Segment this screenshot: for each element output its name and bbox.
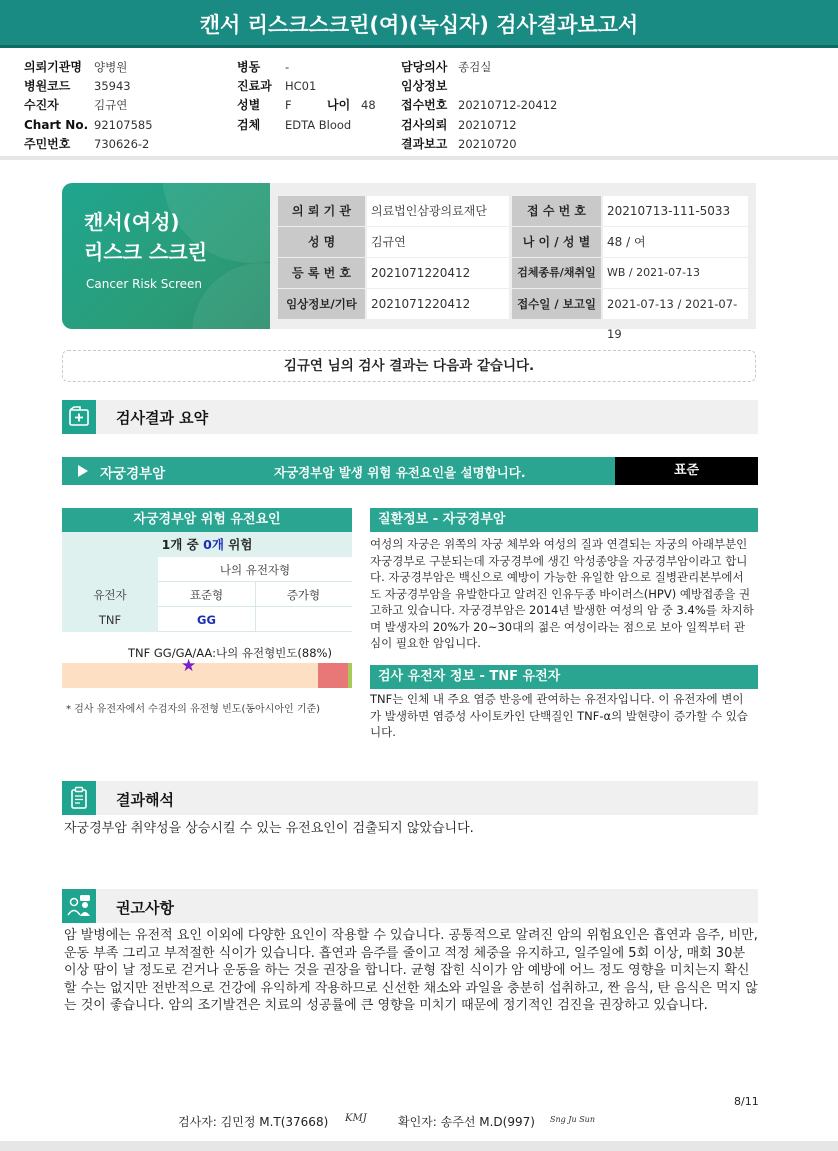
cervical-description: 자궁경부암 발생 위험 유전요인을 설명합니다. (274, 465, 526, 480)
recommendation-text: 암 발병에는 유전적 요인 이외에 다양한 요인이 작용할 수 있습니다. 공통적으로 알려진 암의 위험요인은 흡연과 음주, 비만, 운동 부족 그리고 부적절한 식이가 있습니다. 흡연과 음주를 줄이고 적정 체중을 유지하고, 일주일에 5회 이상, 매회 30분 이상 땀이 날 정도로 걷거나 운동을 하는 것을 권장을 합니다. 균형 잡힌 식이가 암 예방에 어느 정도 영향을 미치는지 확신할 수는 없지만 전반적으로 건강에 유익하게 작용하므로 신선한 채소와 과일을 충분히 섭취하고, 짠 음식, 탄 음식은 먹지 않는 것이 좋습니다. 암의 조기발견은 치료의 성공률에 큰 영향을 미치기 때문에 정기적인 검진을 권장하고 있습니다. (64, 928, 758, 1013)
confirmer-signature: Sng Ju Sun (550, 1115, 595, 1124)
greeting-box: 김규연 님의 검사 결과는 다음과 같습니다. (62, 350, 756, 382)
info-label: 성 명 (278, 227, 365, 257)
header-value: - (285, 60, 290, 74)
info-value: WB / 2021-07-13 (603, 258, 748, 288)
banner-title-line2: 리스크 스크린 (84, 240, 207, 264)
header-label: 수진자 (24, 98, 59, 112)
info-value: 20210713-111-5033 (603, 196, 748, 226)
doctor-consult-icon (62, 889, 96, 923)
page-number: 8/11 (734, 1095, 759, 1108)
age-value: 48 (361, 98, 376, 112)
info-value: 김규연 (367, 227, 509, 257)
gene-info-header: 검사 유전자 정보 - TNF 유전자 (370, 665, 758, 689)
info-row (278, 289, 750, 341)
info-value: 2021071220412 (367, 289, 509, 319)
header-label: 검체 (237, 118, 261, 132)
header-label: 주민번호 (24, 137, 71, 151)
header-label: 담당의사 (401, 60, 448, 74)
header-label: 결과보고 (401, 137, 448, 151)
info-label: 접수일 / 보고일 (512, 289, 601, 319)
header-value: F (285, 98, 292, 112)
frequency-label: TNF GG/GA/AA:나의 유전형빈도(88%) (128, 646, 332, 660)
summary-section-icon (62, 400, 96, 434)
header-age (327, 94, 387, 113)
summary-section-title: 검사결과 요약 (116, 409, 209, 427)
frequency-bar-increase (318, 663, 348, 688)
header-label: 진료과 (237, 79, 272, 93)
age-label: 나이 (327, 98, 351, 112)
header-label: 접수번호 (401, 98, 448, 112)
info-label: 접 수 번 호 (512, 196, 601, 226)
my-genotype-label: 나의 유전자형 (219, 563, 291, 577)
frequency-star-icon: ★ (181, 656, 197, 676)
bottom-divider (0, 1141, 838, 1151)
folder-plus-icon (62, 400, 96, 434)
header-value: 92107585 (94, 118, 153, 132)
header-value: 양병원 (94, 60, 128, 74)
info-row (278, 227, 750, 257)
info-label: 의 뢰 기 관 (278, 196, 365, 226)
info-row (278, 196, 750, 226)
header-label: 의뢰기관명 (24, 60, 82, 74)
increase-col-label: 증가형 (286, 588, 321, 602)
info-value: 48 / 여 (603, 227, 748, 257)
recommendation-section-title: 권고사항 (116, 899, 174, 917)
gene-info-text: TNF는 인체 내 주요 염증 반응에 관여하는 유전자입니다. 이 유전자에 변이가 발생하면 염증성 사이토카인 단백질인 TNF-α의 발현량이 증가할 수 있습니다. (370, 692, 748, 739)
cervical-name: 자궁경부암 (100, 466, 166, 482)
info-value: 의료법인삼광의료재단 (367, 196, 509, 226)
header-label: Chart No. (24, 118, 89, 132)
header-value: 20210712 (458, 118, 517, 132)
confirmer: 확인자: 송주선 M.D(997) (398, 1115, 535, 1129)
gene-col-label: 유전자 (93, 588, 127, 602)
disease-info-text: 여성의 자궁은 위쪽의 자궁 체부와 여성의 질과 연결되는 자궁의 아래부분인 자궁경부로 구분되는데 자궁경부에 생긴 악성종양을 자궁경부암이라고 합니다. 자궁경부암은 백신으로 예방이 가능한 유일한 암으로 질병관리본부에서도 자궁경부암을 유발한다고 알려진 인유두종 바이러스(HPV) 예방접종을 권고하고 있습니다. 자궁경부암은 2014년 발생한 여성의 암 중 3.4%를 차지하며 발생자의 20%가 20~30대의 젊은 여성이라는 점으로 보아 일찍부터 관심이 필요한 암입니다. (370, 537, 754, 650)
info-label: 검체종류/채취일 (512, 258, 601, 288)
clipboard-icon (62, 781, 96, 815)
gene-count-value: 0개 (203, 537, 224, 552)
interpretation-section-icon (62, 781, 96, 815)
header-value: 730626-2 (94, 137, 150, 151)
info-row (278, 258, 750, 288)
header-value: 김규연 (94, 98, 128, 112)
gene-name: TNF (98, 613, 122, 627)
gene-count-suffix: 위험 (228, 537, 253, 552)
info-label: 임상정보/기타 (278, 289, 365, 319)
info-value: 2021-07-13 / 2021-07-19 (603, 289, 748, 319)
report-title: 캔서 리스크스크린(여)(녹십자) 검사결과보고서 (0, 0, 838, 48)
interpretation-text: 자궁경부암 취약성을 상승시킬 수 있는 유전요인이 검출되지 않았습니다. (64, 821, 474, 836)
standard-col-label: 표준형 (189, 588, 224, 602)
header-label: 검사의뢰 (401, 118, 448, 132)
info-label: 나 이 / 성 별 (512, 227, 601, 257)
header-label: 병원코드 (24, 79, 71, 93)
play-arrow-icon (74, 457, 94, 485)
banner-title (84, 207, 207, 267)
info-label: 등 록 번 호 (278, 258, 365, 288)
disease-info-header: 질환정보 - 자궁경부암 (370, 508, 758, 532)
header-value: 종검실 (458, 60, 492, 74)
header-divider (0, 156, 838, 160)
header-value: EDTA Blood (285, 118, 352, 132)
header-value: 35943 (94, 79, 131, 93)
banner-title-line1: 캔서(여성) (84, 210, 180, 234)
banner-subtitle: Cancer Risk Screen (86, 277, 203, 291)
header-value: 20210712-20412 (458, 98, 558, 112)
header-label: 임상정보 (401, 79, 448, 93)
examiner: 검사자: 김민정 M.T(37668) (178, 1115, 329, 1129)
examiner-signature: KMJ (345, 1113, 367, 1124)
risk-level-badge: 표준 (615, 457, 758, 485)
info-value: 2021071220412 (367, 258, 509, 288)
header-label: 성별 (237, 98, 261, 112)
gene-count-row (62, 532, 352, 557)
interpretation-section-title: 결과해석 (116, 791, 174, 809)
frequency-note: * 검사 유전자에서 수검자의 유전형 빈도(동아시아인 기준) (66, 704, 321, 715)
frequency-bar-high (348, 663, 352, 688)
gene-count-prefix: 1개 중 (161, 537, 199, 552)
genotype-value: GG (197, 613, 216, 627)
header-label: 병동 (237, 60, 261, 74)
gene-table-header: 자궁경부암 위험 유전요인 (62, 508, 352, 532)
cervical-bar (62, 457, 615, 485)
header-value: 20210720 (458, 137, 517, 151)
gene-table (62, 532, 352, 632)
header-value: HC01 (285, 79, 317, 93)
recommendation-section-icon (62, 889, 96, 923)
